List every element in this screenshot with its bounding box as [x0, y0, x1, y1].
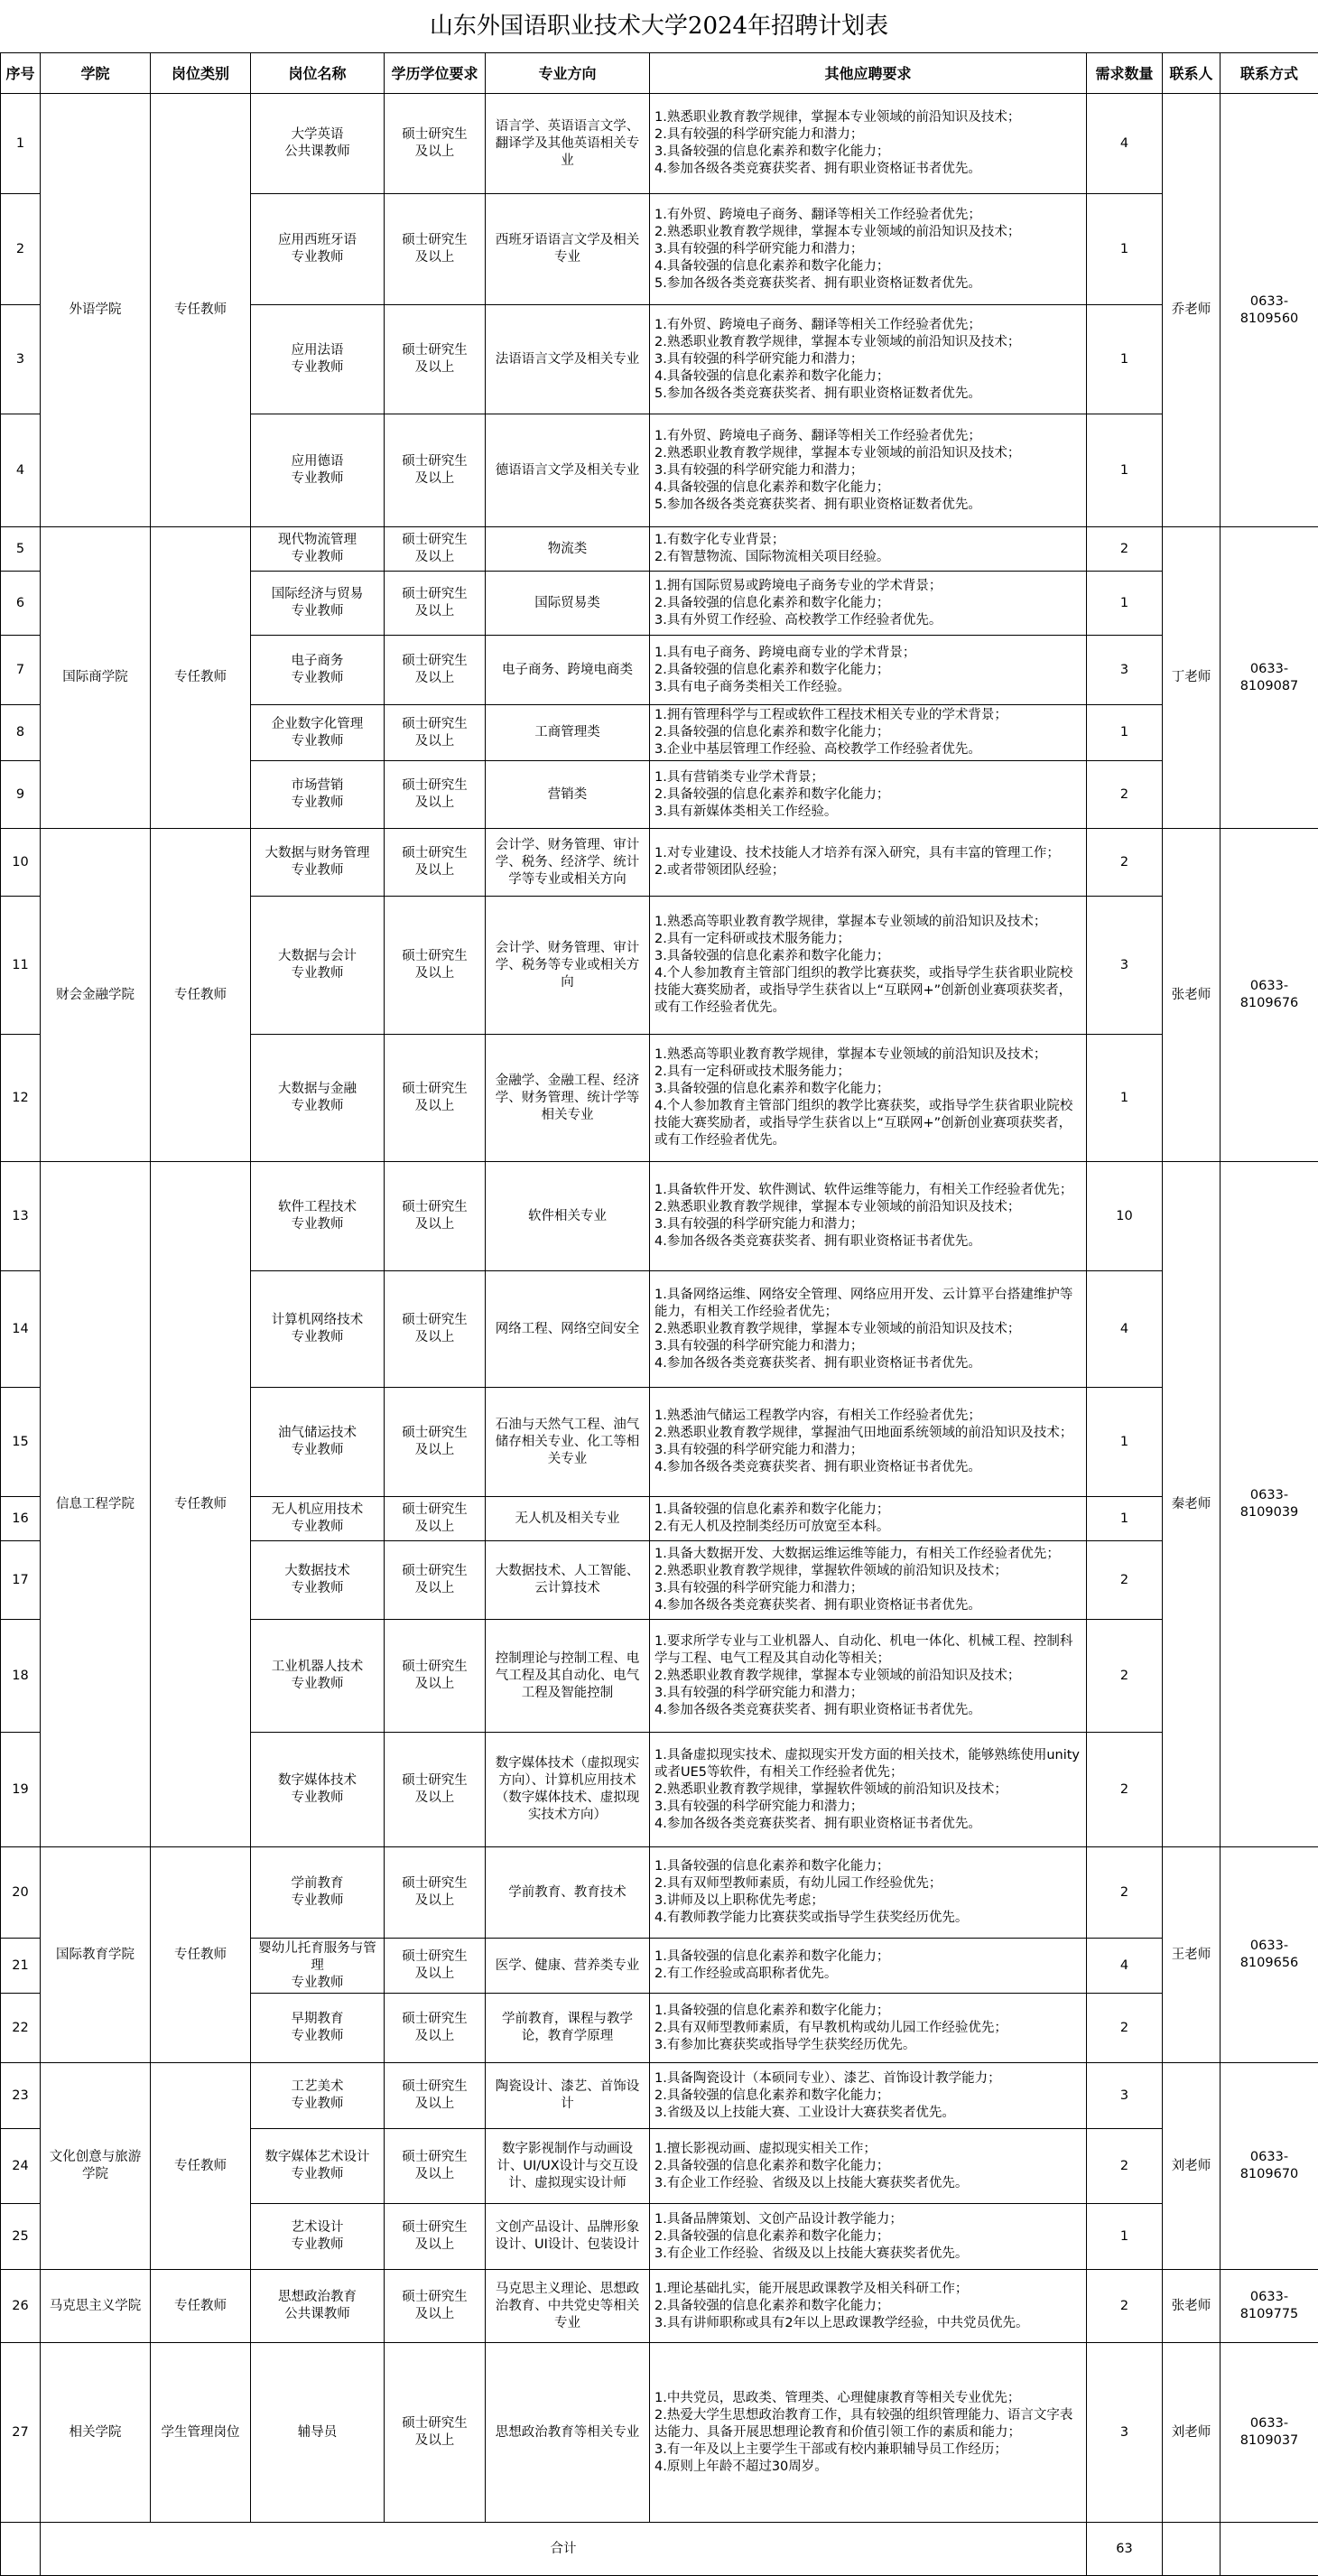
header-count: 需求数量 — [1087, 53, 1163, 94]
phone-cell: 0633-8109775 — [1221, 2270, 1318, 2343]
row-number: 18 — [1, 1620, 41, 1733]
contact-cell: 丁老师 — [1163, 527, 1221, 829]
college-cell: 相关学院 — [41, 2343, 151, 2523]
major-cell: 数字媒体技术（虚拟现实方向）、计算机应用技术（数字媒体技术、虚拟现实技术方向） — [486, 1733, 650, 1847]
category-cell: 专任教师 — [151, 527, 251, 829]
category-cell: 专任教师 — [151, 2270, 251, 2343]
degree-cell: 硕士研究生 及以上 — [385, 2063, 486, 2129]
row-number: 19 — [1, 1733, 41, 1847]
row-number: 21 — [1, 1939, 41, 1994]
header-college: 学院 — [41, 53, 151, 94]
requirements-cell: 1.拥有管理科学与工程或软件工程技术相关专业的学术背景； 2.具备较强的信息化素养和数字化能力； 3.企业中基层管理工作经验、高校教学工作经验者优先。 — [650, 705, 1087, 761]
table-row — [1, 2063, 1318, 2129]
requirements-cell: 1.具有营销类专业学术背景； 2.具备较强的信息化素养和数字化能力； 3.具有新媒体类相关工作经验。 — [650, 761, 1087, 829]
phone-cell: 0633-8109670 — [1221, 2063, 1318, 2270]
major-cell: 网络工程、网络空间安全 — [486, 1271, 650, 1388]
post-name-cell: 市场营销 专业教师 — [251, 761, 385, 829]
major-cell: 大数据技术、人工智能、云计算技术 — [486, 1541, 650, 1620]
requirements-cell: 1.熟悉高等职业教育教学规律，掌握本专业领域的前沿知识及技术； 2.具有一定科研或技术服务能力； 3.具备较强的信息化素养和数字化能力； 4.个人参加教育主管部门组织的教学比赛获奖，或指导学生获省职业院校技能大赛奖励者，或指导学生获省以上“互联网+”创新创业赛项获奖者，或有工作经验者优先。 — [650, 897, 1087, 1035]
count-cell: 4 — [1087, 1271, 1163, 1388]
table-row — [1, 1162, 1318, 1271]
major-cell: 控制理论与控制工程、电气工程及其自动化、电气工程及智能控制 — [486, 1620, 650, 1733]
count-cell: 1 — [1087, 1035, 1163, 1162]
post-name-cell: 辅导员 — [251, 2343, 385, 2523]
post-name-cell: 软件工程技术 专业教师 — [251, 1162, 385, 1271]
contact-cell: 王老师 — [1163, 1847, 1221, 2063]
row-number: 2 — [1, 194, 41, 305]
recruitment-table — [0, 52, 1318, 2576]
post-name-cell: 大数据与金融 专业教师 — [251, 1035, 385, 1162]
major-cell: 学前教育，课程与教学论，教育学原理 — [486, 1994, 650, 2063]
major-cell: 无人机及相关专业 — [486, 1497, 650, 1541]
contact-cell: 乔老师 — [1163, 94, 1221, 527]
count-cell: 3 — [1087, 2343, 1163, 2523]
header-requirements: 其他应聘要求 — [650, 53, 1087, 94]
major-cell: 思想政治教育等相关专业 — [486, 2343, 650, 2523]
count-cell: 10 — [1087, 1162, 1163, 1271]
row-number: 8 — [1, 705, 41, 761]
count-cell: 2 — [1087, 527, 1163, 572]
major-cell: 工商管理类 — [486, 705, 650, 761]
post-name-cell: 现代物流管理 专业教师 — [251, 527, 385, 572]
requirements-cell: 1.具有电子商务、跨境电商专业的学术背景； 2.具备较强的信息化素养和数字化能力； 3.具有电子商务类相关工作经验。 — [650, 636, 1087, 705]
requirements-cell: 1.中共党员，思政类、管理类、心理健康教育等相关专业优先； 2.热爱大学生思想政治教育工作，具有较强的组织管理能力、语言文字表达能力、具备开展思想理论教育和价值引领工作的素质和能力； 3.有一年及以上主要学生干部或有校内兼职辅导员工作经历； 4.原则上年龄不超过30周岁。 — [650, 2343, 1087, 2523]
table-row — [1, 2343, 1318, 2523]
degree-cell: 硕士研究生 及以上 — [385, 1271, 486, 1388]
requirements-cell: 1.具备软件开发、软件测试、软件运维等能力，有相关工作经验者优先； 2.熟悉职业教育教学规律，掌握本专业领域的前沿知识及技术； 3.具有较强的科学研究能力和潜力； 4.参加各级各类竞赛获奖者、拥有职业资格证书者优先。 — [650, 1162, 1087, 1271]
college-cell: 信息工程学院 — [41, 1162, 151, 1847]
post-name-cell: 大数据与财务管理 专业教师 — [251, 829, 385, 897]
table-body — [1, 94, 1318, 2576]
row-number: 1 — [1, 94, 41, 194]
row-number: 27 — [1, 2343, 41, 2523]
requirements-cell: 1.有数字化专业背景； 2.有智慧物流、国际物流相关项目经验。 — [650, 527, 1087, 572]
major-cell: 金融学、金融工程、经济学、财务管理、统计学等相关专业 — [486, 1035, 650, 1162]
college-cell: 马克思主义学院 — [41, 2270, 151, 2343]
total-empty-cell — [1163, 2523, 1221, 2576]
post-name-cell: 计算机网络技术 专业教师 — [251, 1271, 385, 1388]
table-row — [1, 1847, 1318, 1939]
post-name-cell: 艺术设计 专业教师 — [251, 2204, 385, 2270]
post-name-cell: 电子商务 专业教师 — [251, 636, 385, 705]
major-cell: 文创产品设计、品牌形象设计、UI设计、包装设计 — [486, 2204, 650, 2270]
header-category: 岗位类别 — [151, 53, 251, 94]
row-number: 11 — [1, 897, 41, 1035]
degree-cell: 硕士研究生 及以上 — [385, 94, 486, 194]
category-cell: 专任教师 — [151, 94, 251, 527]
row-number: 3 — [1, 305, 41, 414]
count-cell: 2 — [1087, 2270, 1163, 2343]
contact-cell: 秦老师 — [1163, 1162, 1221, 1847]
category-cell: 专任教师 — [151, 2063, 251, 2270]
count-cell: 3 — [1087, 636, 1163, 705]
requirements-cell: 1.具备网络运维、网络安全管理、网络应用开发、云计算平台搭建维护等能力，有相关工作经验者优先； 2.熟悉职业教育教学规律，掌握本专业领域的前沿知识及技术； 3.具有较强的科学研究能力和潜力； 4.参加各级各类竞赛获奖者、拥有职业资格证书者优先。 — [650, 1271, 1087, 1388]
post-name-cell: 国际经济与贸易 专业教师 — [251, 572, 385, 636]
requirements-cell: 1.要求所学专业与工业机器人、自动化、机电一体化、机械工程、控制科学与工程、电气工程及其自动化等相关； 2.熟悉职业教育教学规律，掌握本专业领域的前沿知识及技术； 3.具有较强的科学研究能力和潜力； 4.参加各级各类竞赛获奖者、拥有职业资格证书者优先。 — [650, 1620, 1087, 1733]
count-cell: 1 — [1087, 705, 1163, 761]
total-empty-cell — [1221, 2523, 1318, 2576]
table-row — [1, 94, 1318, 194]
row-number: 5 — [1, 527, 41, 572]
header-post: 岗位名称 — [251, 53, 385, 94]
degree-cell: 硕士研究生 及以上 — [385, 1541, 486, 1620]
major-cell: 数字影视制作与动画设计、UI/UX设计与交互设计、虚拟现实设计师 — [486, 2129, 650, 2204]
phone-cell: 0633-8109656 — [1221, 1847, 1318, 2063]
post-name-cell: 应用德语 专业教师 — [251, 414, 385, 527]
count-cell: 1 — [1087, 1388, 1163, 1497]
major-cell: 石油与天然气工程、油气储存相关专业、化工等相关专业 — [486, 1388, 650, 1497]
count-cell: 2 — [1087, 829, 1163, 897]
post-name-cell: 数字媒体艺术设计 专业教师 — [251, 2129, 385, 2204]
row-number: 4 — [1, 414, 41, 527]
post-name-cell: 工业机器人技术 专业教师 — [251, 1620, 385, 1733]
post-name-cell: 大学英语 公共课教师 — [251, 94, 385, 194]
phone-cell: 0633-8109087 — [1221, 527, 1318, 829]
major-cell: 西班牙语语言文学及相关专业 — [486, 194, 650, 305]
phone-cell: 0633-8109676 — [1221, 829, 1318, 1162]
requirements-cell: 1.具备大数据开发、大数据运维运维等能力，有相关工作经验者优先； 2.熟悉职业教育教学规律，掌握软件领域的前沿知识及技术； 3.具有较强的科学研究能力和潜力； 4.参加各级各类竞赛获奖者、拥有职业资格证书者优先。 — [650, 1541, 1087, 1620]
row-number: 15 — [1, 1388, 41, 1497]
total-empty-cell — [1, 2523, 41, 2576]
contact-cell: 刘老师 — [1163, 2343, 1221, 2523]
post-name-cell: 数字媒体技术 专业教师 — [251, 1733, 385, 1847]
row-number: 26 — [1, 2270, 41, 2343]
requirements-cell: 1.熟悉高等职业教育教学规律，掌握本专业领域的前沿知识及技术； 2.具有一定科研或技术服务能力； 3.具备较强的信息化素养和数字化能力； 4.个人参加教育主管部门组织的教学比赛获奖，或指导学生获省职业院校技能大赛奖励者，或指导学生获省以上“互联网+”创新创业赛项获奖者，或有工作经验者优先。 — [650, 1035, 1087, 1162]
major-cell: 医学、健康、营养类专业 — [486, 1939, 650, 1994]
contact-cell: 张老师 — [1163, 829, 1221, 1162]
count-cell: 2 — [1087, 761, 1163, 829]
requirements-cell: 1.理论基础扎实，能开展思政课教学及相关科研工作； 2.具备较强的信息化素养和数字化能力； 3.具有讲师职称或具有2年以上思政课教学经验，中共党员优先。 — [650, 2270, 1087, 2343]
degree-cell: 硕士研究生 及以上 — [385, 527, 486, 572]
college-cell: 文化创意与旅游学院 — [41, 2063, 151, 2270]
count-cell: 1 — [1087, 572, 1163, 636]
degree-cell: 硕士研究生 及以上 — [385, 2270, 486, 2343]
major-cell: 国际贸易类 — [486, 572, 650, 636]
contact-cell: 张老师 — [1163, 2270, 1221, 2343]
count-cell: 2 — [1087, 1994, 1163, 2063]
header-contact: 联系人 — [1163, 53, 1221, 94]
college-cell: 国际商学院 — [41, 527, 151, 829]
degree-cell: 硕士研究生 及以上 — [385, 1939, 486, 1994]
degree-cell: 硕士研究生 及以上 — [385, 1620, 486, 1733]
row-number: 10 — [1, 829, 41, 897]
count-cell: 2 — [1087, 2129, 1163, 2204]
phone-cell: 0633-8109560 — [1221, 94, 1318, 527]
degree-cell: 硕士研究生 及以上 — [385, 636, 486, 705]
row-number: 12 — [1, 1035, 41, 1162]
degree-cell: 硕士研究生 及以上 — [385, 1733, 486, 1847]
major-cell: 会计学、财务管理、审计学、税务等专业或相关方向 — [486, 897, 650, 1035]
degree-cell: 硕士研究生 及以上 — [385, 2204, 486, 2270]
degree-cell: 硕士研究生 及以上 — [385, 2129, 486, 2204]
post-name-cell: 企业数字化管理 专业教师 — [251, 705, 385, 761]
college-cell: 财会金融学院 — [41, 829, 151, 1162]
count-cell: 4 — [1087, 94, 1163, 194]
row-number: 22 — [1, 1994, 41, 2063]
post-name-cell: 无人机应用技术 专业教师 — [251, 1497, 385, 1541]
row-number: 16 — [1, 1497, 41, 1541]
degree-cell: 硕士研究生 及以上 — [385, 414, 486, 527]
major-cell: 软件相关专业 — [486, 1162, 650, 1271]
count-cell: 2 — [1087, 1620, 1163, 1733]
degree-cell: 硕士研究生 及以上 — [385, 2343, 486, 2523]
count-cell: 2 — [1087, 1733, 1163, 1847]
count-cell: 2 — [1087, 1847, 1163, 1939]
page-title: 山东外国语职业技术大学2024年招聘计划表 — [0, 0, 1318, 52]
major-cell: 会计学、财务管理、审计学、税务、经济学、统计学等专业或相关方向 — [486, 829, 650, 897]
college-cell: 国际教育学院 — [41, 1847, 151, 2063]
requirements-cell: 1.拥有国际贸易或跨境电子商务专业的学术背景； 2.具备较强的信息化素养和数字化能力； 3.具有外贸工作经验、高校教学工作经验者优先。 — [650, 572, 1087, 636]
post-name-cell: 应用西班牙语 专业教师 — [251, 194, 385, 305]
row-number: 14 — [1, 1271, 41, 1388]
requirements-cell: 1.对专业建设、技术技能人才培养有深入研究，具有丰富的管理工作； 2.或者带领团队经验； — [650, 829, 1087, 897]
row-number: 20 — [1, 1847, 41, 1939]
major-cell: 马克思主义理论、思想政治教育、中共党史等相关专业 — [486, 2270, 650, 2343]
degree-cell: 硕士研究生 及以上 — [385, 829, 486, 897]
major-cell: 电子商务、跨境电商类 — [486, 636, 650, 705]
degree-cell: 硕士研究生 及以上 — [385, 1994, 486, 2063]
header-major: 专业方向 — [486, 53, 650, 94]
count-cell: 3 — [1087, 897, 1163, 1035]
degree-cell: 硕士研究生 及以上 — [385, 1035, 486, 1162]
major-cell: 学前教育、教育技术 — [486, 1847, 650, 1939]
category-cell: 学生管理岗位 — [151, 2343, 251, 2523]
requirements-cell: 1.具备虚拟现实技术、虚拟现实开发方面的相关技术，能够熟练使用unity或者UE5等软件，有相关工作经验者优先； 2.熟悉职业教育教学规律，掌握软件领域的前沿知识及技术； 3.具有较强的科学研究能力和潜力； 4.参加各级各类竞赛获奖者、拥有职业资格证书者优先。 — [650, 1733, 1087, 1847]
degree-cell: 硕士研究生 及以上 — [385, 1847, 486, 1939]
degree-cell: 硕士研究生 及以上 — [385, 1388, 486, 1497]
count-cell: 2 — [1087, 1541, 1163, 1620]
post-name-cell: 应用法语 专业教师 — [251, 305, 385, 414]
college-cell: 外语学院 — [41, 94, 151, 527]
post-name-cell: 油气储运技术 专业教师 — [251, 1388, 385, 1497]
major-cell: 法语语言文学及相关专业 — [486, 305, 650, 414]
requirements-cell: 1.具备较强的信息化素养和数字化能力； 2.有工作经验或高职称者优先。 — [650, 1939, 1087, 1994]
header-phone: 联系方式 — [1221, 53, 1318, 94]
table-header-row — [1, 53, 1318, 94]
row-number: 13 — [1, 1162, 41, 1271]
total-count: 63 — [1087, 2523, 1163, 2576]
post-name-cell: 大数据与会计 专业教师 — [251, 897, 385, 1035]
table-row — [1, 829, 1318, 897]
requirements-cell: 1.具备品牌策划、文创产品设计教学能力； 2.具备较强的信息化素养和数字化能力； 3.有企业工作经验、省级及以上技能大赛获奖者优先。 — [650, 2204, 1087, 2270]
row-number: 23 — [1, 2063, 41, 2129]
row-number: 7 — [1, 636, 41, 705]
phone-cell: 0633-8109037 — [1221, 2343, 1318, 2523]
requirements-cell: 1.具备较强的信息化素养和数字化能力； 2.具有双师型教师素质，有幼儿园工作经验优先； 3.讲师及以上职称优先考虑； 4.有教师教学能力比赛获奖或指导学生获奖经历优先。 — [650, 1847, 1087, 1939]
count-cell: 1 — [1087, 1497, 1163, 1541]
requirements-cell: 1.有外贸、跨境电子商务、翻译等相关工作经验者优先； 2.熟悉职业教育教学规律，掌握本专业领域的前沿知识及技术； 3.具有较强的科学研究能力和潜力； 4.具备较强的信息化素养和数字化能力； 5.参加各级各类竞赛获奖者、拥有职业资格证数者优先。 — [650, 305, 1087, 414]
count-cell: 3 — [1087, 2063, 1163, 2129]
degree-cell: 硕士研究生 及以上 — [385, 194, 486, 305]
requirements-cell: 1.有外贸、跨境电子商务、翻译等相关工作经验者优先； 2.熟悉职业教育教学规律，掌握本专业领域的前沿知识及技术； 3.具有较强的科学研究能力和潜力； 4.具备较强的信息化素养和数字化能力； 5.参加各级各类竞赛获奖者、拥有职业资格证数者优先。 — [650, 194, 1087, 305]
degree-cell: 硕士研究生 及以上 — [385, 1497, 486, 1541]
count-cell: 1 — [1087, 414, 1163, 527]
contact-cell: 刘老师 — [1163, 2063, 1221, 2270]
major-cell: 德语语言文学及相关专业 — [486, 414, 650, 527]
major-cell: 陶瓷设计、漆艺、首饰设计 — [486, 2063, 650, 2129]
category-cell: 专任教师 — [151, 1847, 251, 2063]
post-name-cell: 工艺美术 专业教师 — [251, 2063, 385, 2129]
phone-cell: 0633-8109039 — [1221, 1162, 1318, 1847]
major-cell: 营销类 — [486, 761, 650, 829]
row-number: 25 — [1, 2204, 41, 2270]
requirements-cell: 1.具备较强的信息化素养和数字化能力； 2.有无人机及控制类经历可放宽至本科。 — [650, 1497, 1087, 1541]
post-name-cell: 早期教育 专业教师 — [251, 1994, 385, 2063]
row-number: 6 — [1, 572, 41, 636]
count-cell: 4 — [1087, 1939, 1163, 1994]
degree-cell: 硕士研究生 及以上 — [385, 572, 486, 636]
degree-cell: 硕士研究生 及以上 — [385, 305, 486, 414]
category-cell: 专任教师 — [151, 829, 251, 1162]
header-degree: 学历学位要求 — [385, 53, 486, 94]
requirements-cell: 1.具备较强的信息化素养和数字化能力； 2.具有双师型教师素质，有早教机构或幼儿园工作经验优先； 3.有参加比赛获奖或指导学生获奖经历优先。 — [650, 1994, 1087, 2063]
post-name-cell: 思想政治教育 公共课教师 — [251, 2270, 385, 2343]
table-row — [1, 527, 1318, 572]
row-number: 24 — [1, 2129, 41, 2204]
requirements-cell: 1.擅长影视动画、虚拟现实相关工作； 2.具备较强的信息化素养和数字化能力； 3.有企业工作经验、省级及以上技能大赛获奖者优先。 — [650, 2129, 1087, 2204]
degree-cell: 硕士研究生 及以上 — [385, 897, 486, 1035]
header-no: 序号 — [1, 53, 41, 94]
category-cell: 专任教师 — [151, 1162, 251, 1847]
total-row — [1, 2523, 1318, 2576]
count-cell: 1 — [1087, 2204, 1163, 2270]
row-number: 9 — [1, 761, 41, 829]
count-cell: 1 — [1087, 194, 1163, 305]
degree-cell: 硕士研究生 及以上 — [385, 761, 486, 829]
post-name-cell: 学前教育 专业教师 — [251, 1847, 385, 1939]
degree-cell: 硕士研究生 及以上 — [385, 1162, 486, 1271]
requirements-cell: 1.有外贸、跨境电子商务、翻译等相关工作经验者优先； 2.熟悉职业教育教学规律，掌握本专业领域的前沿知识及技术； 3.具有较强的科学研究能力和潜力； 4.具备较强的信息化素养和数字化能力； 5.参加各级各类竞赛获奖者、拥有职业资格证数者优先。 — [650, 414, 1087, 527]
total-label: 合计 — [41, 2523, 1087, 2576]
count-cell: 1 — [1087, 305, 1163, 414]
degree-cell: 硕士研究生 及以上 — [385, 705, 486, 761]
requirements-cell: 1.熟悉油气储运工程教学内容，有相关工作经验者优先； 2.熟悉职业教育教学规律，掌握油气田地面系统领域的前沿知识及技术； 3.具有较强的科学研究能力和潜力； 4.参加各级各类竞赛获奖者、拥有职业资格证书者优先。 — [650, 1388, 1087, 1497]
post-name-cell: 婴幼儿托育服务与管理 专业教师 — [251, 1939, 385, 1994]
post-name-cell: 大数据技术 专业教师 — [251, 1541, 385, 1620]
major-cell: 物流类 — [486, 527, 650, 572]
major-cell: 语言学、英语语言文学、翻译学及其他英语相关专业 — [486, 94, 650, 194]
requirements-cell: 1.熟悉职业教育教学规律，掌握本专业领域的前沿知识及技术； 2.具有较强的科学研究能力和潜力； 3.具备较强的信息化素养和数字化能力； 4.参加各级各类竞赛获奖者、拥有职业资格证书者优先。 — [650, 94, 1087, 194]
requirements-cell: 1.具备陶瓷设计（本硕同专业）、漆艺、首饰设计教学能力； 2.具备较强的信息化素养和数字化能力； 3.省级及以上技能大赛、工业设计大赛获奖者优先。 — [650, 2063, 1087, 2129]
table-row — [1, 2270, 1318, 2343]
row-number: 17 — [1, 1541, 41, 1620]
